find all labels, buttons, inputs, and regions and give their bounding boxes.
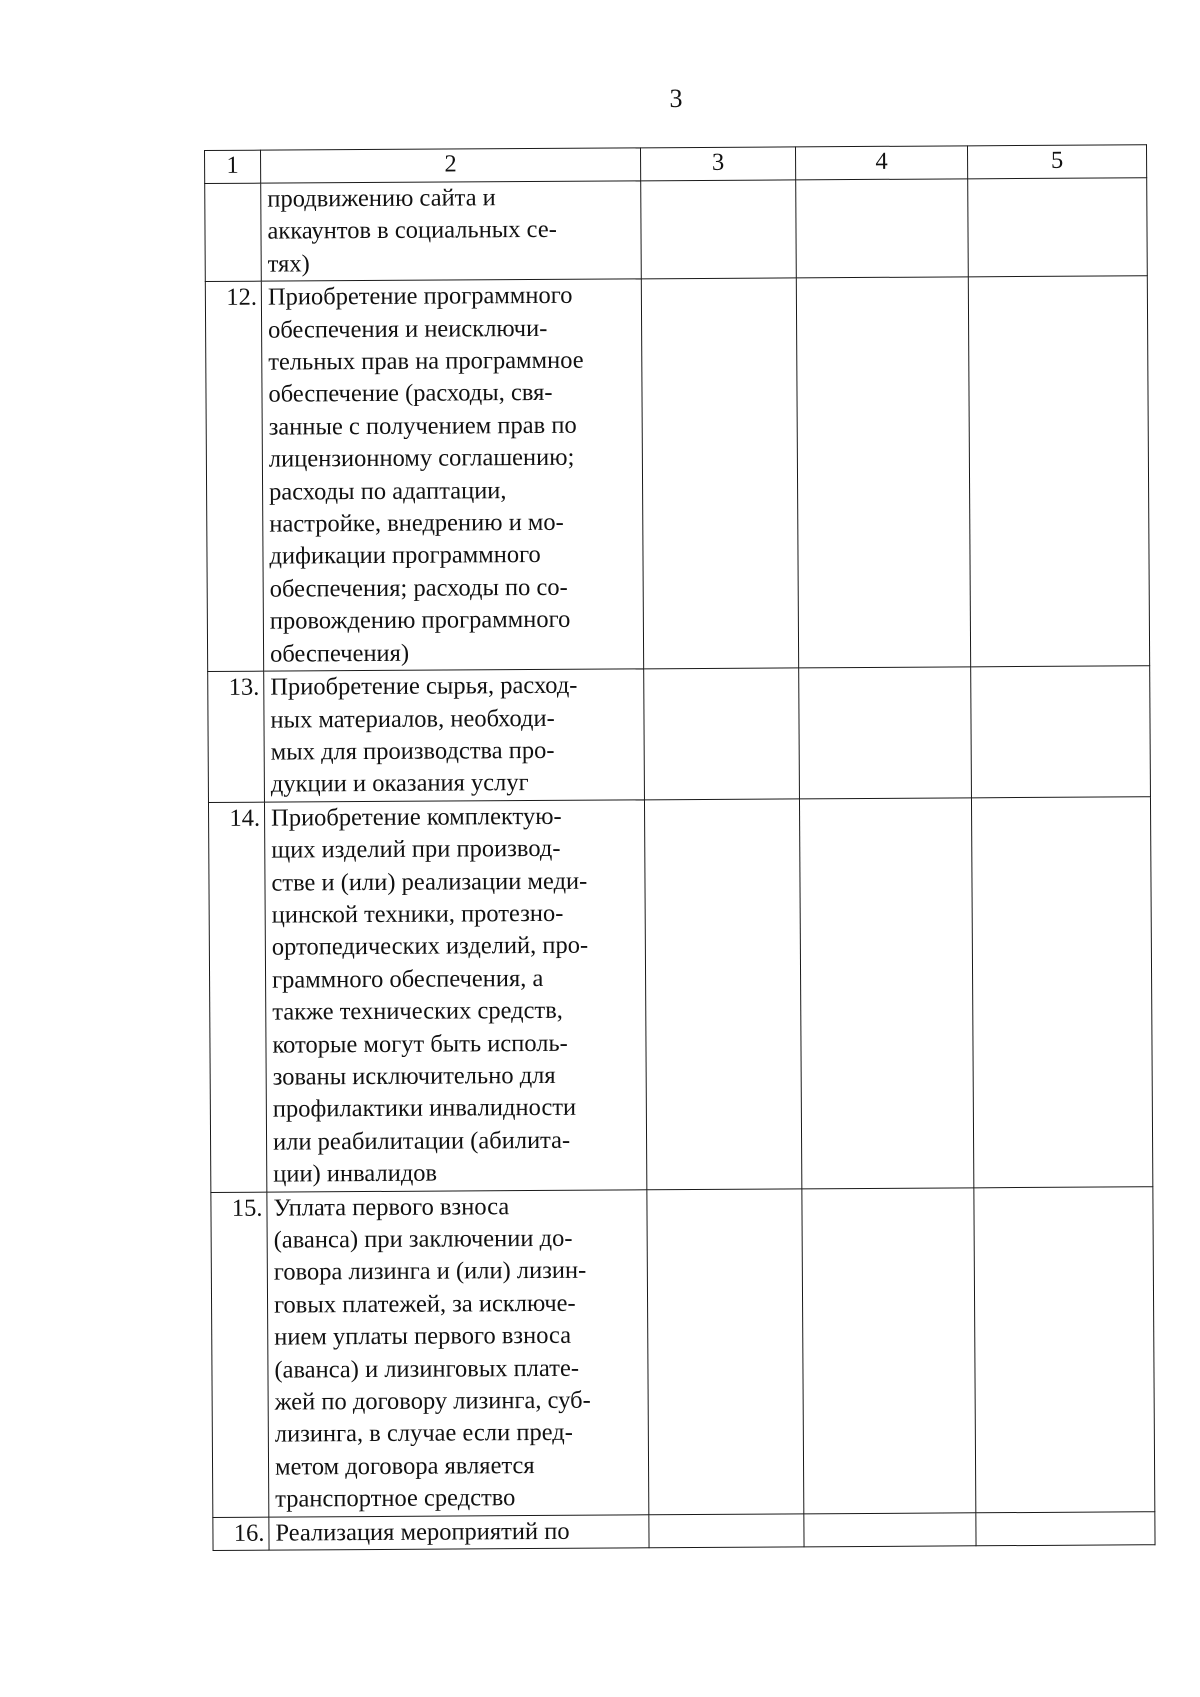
- empty-cell: [644, 799, 801, 1190]
- row-number: [205, 183, 262, 282]
- table-row: [205, 276, 1149, 672]
- empty-cell: [968, 276, 1149, 667]
- empty-cell: [802, 1187, 976, 1513]
- table-row: [208, 666, 1151, 802]
- row-description: Приобретение сырья, расход- ных материалов, необходи- мых для производства про- дукции и оказания услуг: [264, 669, 645, 802]
- empty-cell: [804, 1512, 976, 1546]
- empty-cell: [796, 179, 969, 278]
- empty-cell: [971, 796, 1152, 1187]
- row-number: 16.: [213, 1517, 269, 1551]
- table-row: [213, 1511, 1155, 1550]
- empty-cell: [649, 1514, 804, 1548]
- row-description: Приобретение программного обеспечения и неисключи- тельных прав на программное обеспечение (расходы, свя- занные с получением прав по лицензионному соглашению; расходы по адаптации, настройке, внедрению и мо- дификации программного обеспечения; расходы по со- провождению программного обеспечения): [261, 279, 643, 671]
- expenses-table: [204, 144, 1156, 1551]
- empty-cell: [971, 666, 1151, 798]
- empty-cell: [974, 1186, 1155, 1512]
- row-description: Реализация мероприятий по: [269, 1514, 649, 1550]
- row-number: 12.: [205, 281, 263, 671]
- column-header-2: 2: [261, 148, 641, 183]
- row-number: 14.: [208, 802, 266, 1192]
- row-description: продвижению сайта и аккаунтов в социальных се- тях): [261, 181, 642, 282]
- table-row: [211, 1186, 1155, 1517]
- empty-cell: [796, 277, 970, 668]
- page-number: 3: [669, 84, 683, 113]
- row-number: 15.: [211, 1192, 269, 1517]
- empty-cell: [647, 1188, 804, 1514]
- column-header-1: 1: [205, 150, 261, 183]
- empty-cell: [799, 667, 972, 799]
- row-description: Приобретение комплектую- щих изделий при производ- стве и (или) реализации меди- цинской техники, протезно- ортопедических изделий, про- граммного обеспечения, а также технических средств, которые могут быть исполь- зованы исключительно для профилактики инвалидности или реабилитации (абилита- ции) инвалидов: [264, 800, 646, 1192]
- table-row: [205, 178, 1148, 282]
- column-header-3: 3: [640, 147, 795, 181]
- column-header-4: 4: [795, 146, 967, 180]
- empty-cell: [799, 798, 973, 1189]
- empty-cell: [968, 178, 1148, 277]
- empty-cell: [644, 668, 800, 800]
- table-row: [208, 796, 1152, 1192]
- empty-cell: [641, 278, 798, 669]
- row-description: Уплата первого взноса (аванса) при заключении до- говора лизинга и (или) лизин- говых платежей, за исключе- нием уплаты первого взноса (аванса) и лизинговых плате- жей по договору лизинга, суб- лизинга, в случае если пред- метом договора является транспортное средство: [267, 1189, 649, 1516]
- row-number: 13.: [208, 671, 265, 802]
- column-header-5: 5: [967, 145, 1146, 179]
- empty-cell: [976, 1511, 1155, 1545]
- empty-cell: [641, 180, 797, 279]
